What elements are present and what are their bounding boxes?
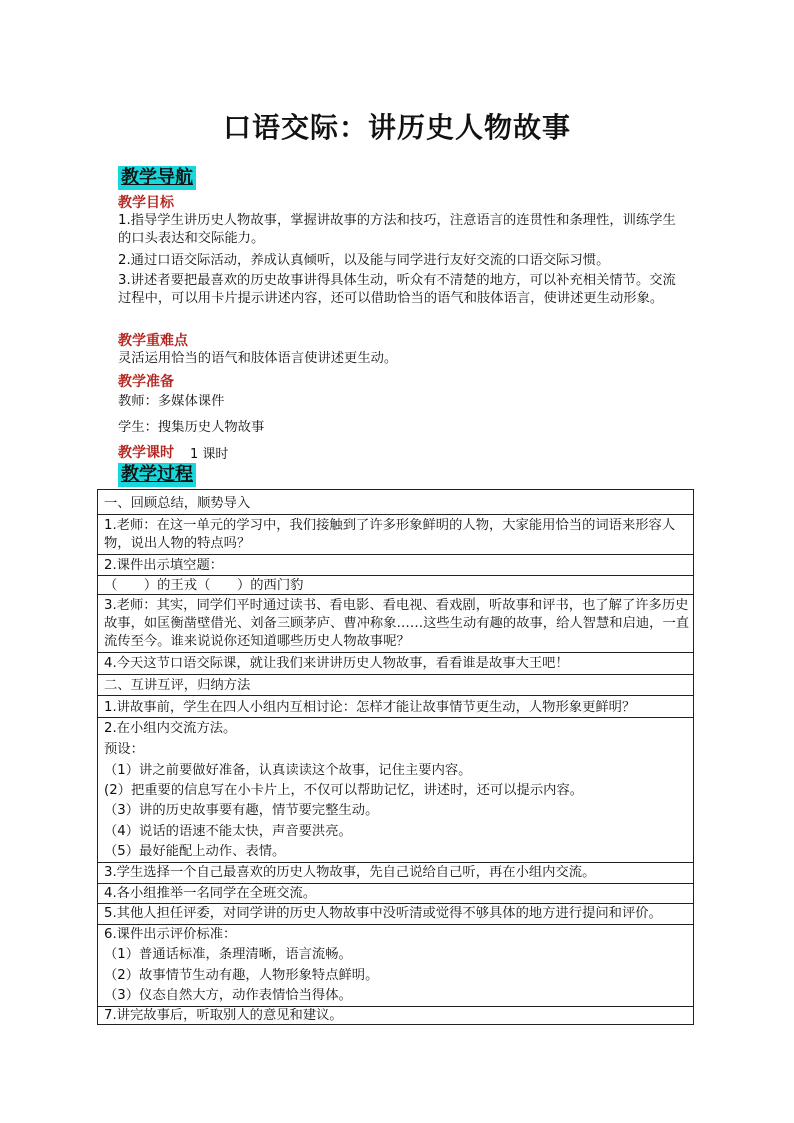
- prep-teacher: 教师：多媒体课件: [118, 394, 225, 409]
- divider: [98, 674, 693, 675]
- prep-student: 学生：搜集历史人物故事: [118, 420, 265, 435]
- process-line: 5.其他人担任评委，对同学讲的历史人物故事中没听清或觉得不够具体的地方进行提问和评价。: [104, 906, 662, 921]
- process-line: （5）最好能配上动作、表情。: [104, 844, 286, 859]
- divider: [98, 883, 693, 884]
- difficulty-label: 教学重难点: [118, 333, 188, 349]
- section-heading-process: 教学过程: [118, 463, 196, 487]
- process-line: 1.讲故事前，学生在四人小组内互相讨论：怎样才能让故事情节更生动，人物形象更鲜明？: [104, 700, 636, 715]
- process-line: 4.今天这节口语交际课，就让我们来讲讲历史人物故事，看看谁是故事大王吧！: [104, 656, 569, 671]
- period-label: 教学课时: [118, 445, 174, 461]
- process-line: (2）把重要的信息写在小卡片上，不仅可以帮助记忆，讲述时，还可以提示内容。: [104, 783, 584, 798]
- divider: [98, 594, 693, 595]
- goals-label: 教学目标: [118, 195, 174, 211]
- goal-item: 3.讲述者要把最喜欢的历史故事讲得具体生动，听众有不清楚的地方，可以补充相关情节。交流过程中，可以用卡片提示讲述内容，还可以借助恰当的语气和肢体语言，使讲述更生动形象。: [118, 273, 676, 306]
- divider: [98, 695, 693, 696]
- goal-item: 1.指导学生讲历史人物故事，掌握讲故事的方法和技巧，注意语言的连贯性和条理性，训练学生的口头表达和交际能力。: [118, 213, 676, 246]
- process-line: 2.课件出示填空题：: [104, 558, 224, 573]
- page-title: 口语交际：讲历史人物故事: [222, 111, 571, 144]
- process-line: 4.各小组推举一名同学在全班交流。: [104, 886, 317, 901]
- divider: [98, 862, 693, 863]
- divider: [98, 924, 693, 925]
- process-line: 7.讲完故事后，听取别人的意见和建议。: [104, 1008, 343, 1023]
- period-value: 1 课时: [190, 447, 229, 462]
- section-heading-nav: 教学导航: [118, 166, 196, 190]
- divider: [98, 717, 693, 718]
- goal-item: 2.通过口语交际活动，养成认真倾听，以及能与同学进行友好交流的口语交际习惯。: [118, 253, 610, 268]
- process-line: （3）仪态自然大方，动作表情恰当得体。: [104, 988, 352, 1003]
- difficulty-text: 灵活运用恰当的语气和肢体语言使讲述更生动。: [118, 351, 398, 366]
- divider: [98, 514, 693, 515]
- process-line: （2）故事情节生动有趣，人物形象特点鲜明。: [104, 968, 379, 983]
- section2-title: 二、互讲互评，归纳方法: [104, 678, 251, 693]
- process-line: （4）说话的语速不能太快，声音要洪亮。: [104, 824, 352, 839]
- divider: [98, 575, 693, 576]
- prep-label: 教学准备: [118, 374, 174, 390]
- divider: [98, 554, 693, 555]
- process-line: （3）讲的历史故事要有趣，情节要完整生动。: [104, 803, 379, 818]
- process-line: （1）普通话标准，条理清晰，语言流畅。: [104, 947, 352, 962]
- process-line: （1）讲之前要做好准备，认真读读这个故事，记住主要内容。: [104, 763, 472, 778]
- process-line: 1.老师：在这一单元的学习中，我们接触到了许多形象鲜明的人物，大家能用恰当的词语来形容人物，说出人物的特点吗？: [104, 518, 676, 551]
- process-table: [97, 489, 694, 1025]
- divider: [98, 652, 693, 653]
- process-line: 3.老师：其实，同学们平时通过读书、看电影、看电视、看戏剧，听故事和评书，也了解了许多历史故事，如匡衡凿壁借光、刘备三顾茅庐、曹冲称象……这些生动有趣的故事，给人智慧和启迪，一直流传至今。谁来说说你还知道哪些历史人物故事呢？: [104, 598, 690, 649]
- process-line: 3.学生选择一个自己最喜欢的历史人物故事，先自己说给自己听，再在小组内交流。: [104, 865, 596, 880]
- process-line: 6.课件出示评价标准：: [104, 927, 237, 942]
- process-line: （ ）的王戎（ ）的西门豹: [104, 578, 304, 593]
- section1-title: 一、回顾总结，顺势导入: [104, 496, 251, 511]
- process-line: 2.在小组内交流方法。: [104, 721, 237, 736]
- process-line: 预设：: [104, 742, 144, 757]
- divider: [98, 903, 693, 904]
